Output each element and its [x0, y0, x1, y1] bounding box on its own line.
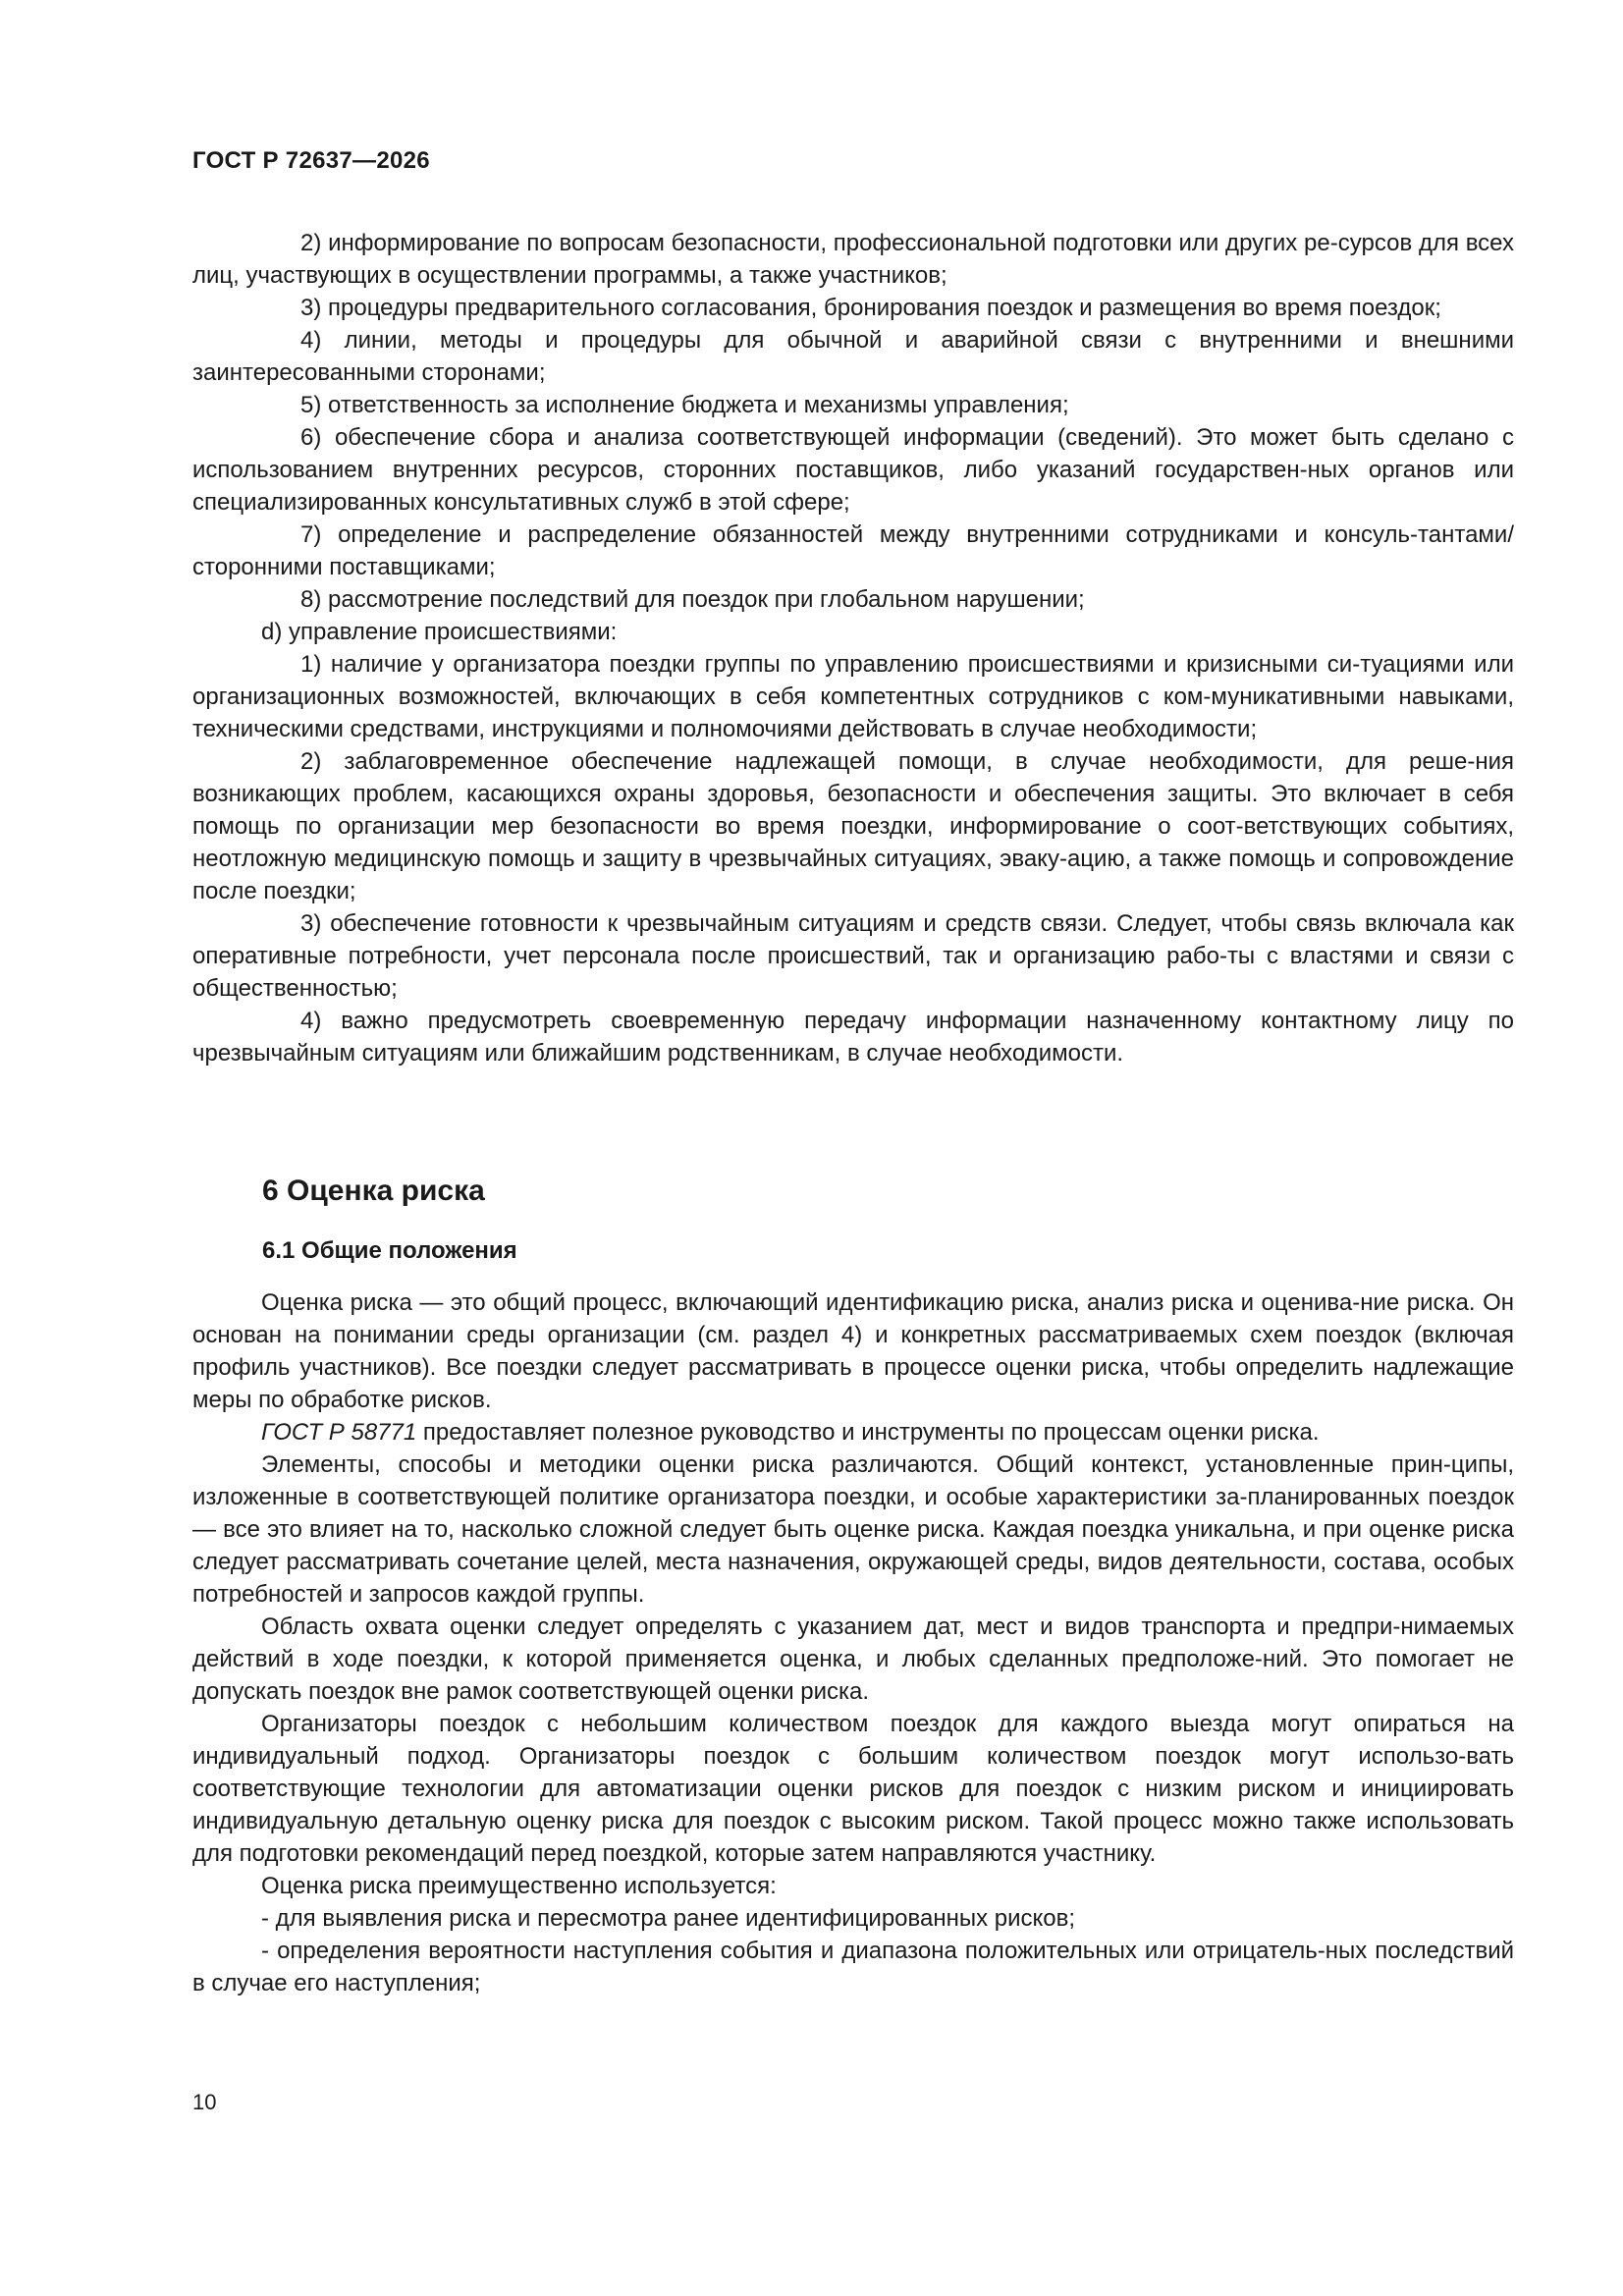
list-item: 5) ответственность за исполнение бюджета и механизмы управления;: [300, 392, 1069, 418]
section-title: 6 Оценка риска: [262, 1175, 485, 1207]
paragraph: Оценка риска преимущественно используется:: [261, 1873, 777, 1899]
bullet-item: - для выявления риска и пересмотра ранее идентифицированных рисков;: [261, 1905, 1076, 1932]
list-item: 7) определение и распределение обязанностей между внутренними сотрудниками и консуль-тантами/сторонними поставщиками;: [192, 521, 1514, 580]
list-item: 4) линии, методы и процедуры для обычной и аварийной связи с внутренними и внешними заинтересованными сторонами;: [192, 327, 1514, 386]
paragraph: Оценка риска — это общий процесс, включающий идентификацию риска, анализ риска и оценива-ние риска. Он основан на понимании среды организации (см. раздел 4) и конкретных рассматриваемых схем поездок (включая профиль участников). Все поездки следует рассматривать в процессе оценки риска, чтобы определить надлежащие меры по обработке рисков.: [192, 1289, 1514, 1413]
gost-reference: ГОСТ Р 58771: [261, 1419, 417, 1446]
list-item: 3) обеспечение готовности к чрезвычайным ситуациям и средств связи. Следует, чтобы связь включала как оперативные потребности, учет персонала после происшествий, так и организацию рабо-ты с властями и связи с общественностью;: [192, 910, 1514, 1002]
list-item: 4) важно предусмотреть своевременную передачу информации назначенному контактному лицу по чрезвычайным ситуациям или ближайшим родственникам, в случае необходимости.: [192, 1008, 1514, 1066]
list-item: 2) заблаговременное обеспечение надлежащей помощи, в случае необходимости, для реше-ния возникающих проблем, касающихся охраны здоровья, безопасности и обеспечения защиты. Это включает в себя помощь по организации мер безопасности во время поездки, информирование о соот-ветствующих событиях, неотложную медицинскую помощь и защиту в чрезвычайных ситуациях, эваку-ацию, а также помощь и сопровождение после поездки;: [192, 748, 1514, 904]
list-item: 8) рассмотрение последствий для поездок при глобальном нарушении;: [300, 586, 1085, 613]
paragraph: Область охвата оценки следует определять с указанием дат, мест и видов транспорта и предпри-нимаемых действий в ходе поездки, к которой применяется оценка, и любых сделанных предположе-ний. Это помогает не допускать поездок вне рамок соответствующей оценки риска.: [192, 1613, 1514, 1705]
bullet-item: - определения вероятности наступления события и диапазона положительных или отрицатель-ных последствий в случае его наступления;: [192, 1938, 1514, 1996]
paragraph: Организаторы поездок с небольшим количеством поездок для каждого выезда могут опираться на индивидуальный подход. Организаторы поездок с большим количеством поездок могут использо-вать соответствующие технологии для автоматизации оценки рисков для поездок с низким риском и инициировать индивидуальную детальную оценку риска для поездок с высоким риском. Такой процесс можно также использовать для подготовки рекомендаций перед поездкой, которые затем направляются участнику.: [192, 1711, 1514, 1867]
paragraph-gost-ref: [192, 1416, 1514, 1449]
section-body: [192, 1286, 1514, 1999]
list-item: 2) информирование по вопросам безопасности, профессиональной подготовки или других ре-сурсов для всех лиц, участвующих в осуществлении программы, а также участников;: [192, 230, 1514, 289]
list-item: 1) наличие у организатора поездки группы по управлению происшествиями и кризисными си-туациями или организационных возможностей, включающих в себя компетентных сотрудников с ком-муникативными навыками, техническими средствами, инструкциями и полномочиями действовать в случае необходимости;: [192, 651, 1514, 742]
gost-reference-text: предоставляет полезное руководство и инструменты по процессам оценки риска.: [416, 1419, 1320, 1446]
list-item: 6) обеспечение сбора и анализа соответствующей информации (сведений). Это может быть сделано с использованием внутренних ресурсов, сторонних поставщиков, либо указаний государствен-ных органов или специализированных консультативных служб в этой сфере;: [192, 424, 1514, 516]
list-item-d: d) управление происшествиями:: [261, 619, 618, 645]
list-item: 3) процедуры предварительного согласования, бронирования поездок и размещения во время поездок;: [300, 295, 1441, 321]
page-number: 10: [192, 2090, 217, 2114]
list-block-top: [192, 227, 1514, 1069]
subsection-title: 6.1 Общие положения: [262, 1237, 517, 1264]
paragraph: Элементы, способы и методики оценки риска различаются. Общий контекст, установленные прин-ципы, изложенные в соответствующей политике организатора поездки, и особые характеристики за-планированных поездок — все это влияет на то, насколько сложной следует быть оценке риска. Каждая поездка уникальна, и при оценке риска следует рассматривать сочетание целей, места назначения, окружающей среды, видов деятельности, состава, особых потребностей и запросов каждой группы.: [192, 1451, 1514, 1608]
document-header: ГОСТ Р 72637—2026: [192, 147, 430, 174]
